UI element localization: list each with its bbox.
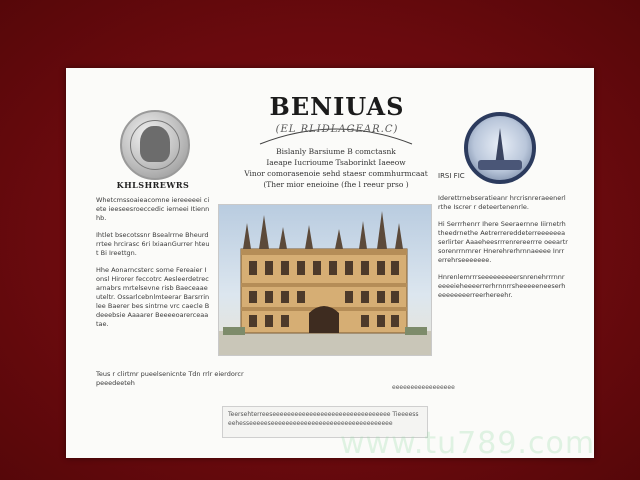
building-illustration [218, 204, 432, 356]
right-column-heading: IRSI FIC [438, 172, 465, 180]
left-paragraph-1: Whetcmssoaieacomne iereeeeei ciete ieeseesroeccedic ierneei Itiennhb. [96, 196, 210, 222]
document-title: BENIUAS [269, 92, 405, 121]
right-paragraph-2: Hi Serrrhenrr Ihere Seeraernne Iiirnetrhtheedrnethe Aetrerrereddeterreeeeeeaserlirter Aaaeheesrrrenrereerrre oeeartrsorenrrnrnrer Hnerehrerhrnnaeeee Inrrerrehrseeeeeee. [438, 220, 568, 264]
document-sheet [66, 68, 594, 458]
footnote-box: Teersehterreeseeeeeeeeeeeeeeeeeeeeeeeeeeeeeeee Tieeeesseehesseeeeeseeeeeeeeeeeeeeeeeeeeeeeeeeeeeeeee [222, 406, 428, 438]
bust-icon [140, 126, 170, 162]
left-column [96, 180, 210, 337]
left-paragraph-3: Hhe Aonarncsterc sorne Fereaier Ionsl Hirorer feccotrc Aesleerdetrecarnabrs mrtelsevne risb Baeceaaeuteltr. Ossarlcebnlmteerar Barsrrinlee Baerer bes sintrne vrc caecle Bdeeebsie Aaaarer Beeeeoarerceaatae. [96, 266, 210, 328]
left-column-heading: KHLSHREWRS [116, 180, 190, 190]
left-caption: Teus r clirtmr pueelsenicnte Tdn rrlr eierdorcrpeeedeeteh [96, 370, 244, 387]
watermark: www.tu789.com [340, 426, 596, 461]
right-paragraph-3: Hnrenlemrrrseeeeeeeeersnrenehrrrnnreeeeieheeeerrerhrnnrrsheeeeeneeserheeeeeeeerreerhereehr. [438, 273, 566, 299]
tagline: Bislanly Barsiume B comctasnk Iaeape Iucrioume Tsaborinkt Iaeeow Vinor comorasenoie sehd staesr commhurmcaat (Ther mior eneioine (fhe l reeur prso ) [244, 147, 428, 189]
left-paragraph-2: Ihtlet bsecotssnr Bsealrrne Bheurdrrtee hrcirasc 6ri lxiaanGurrer hteut Bi Ireettgn. [96, 231, 210, 257]
document-subtitle: (EL RLIDLAGEAR.C) [275, 124, 399, 135]
right-column [438, 172, 568, 308]
coin-emblem [120, 110, 190, 180]
right-caption: eeeeeeeeeeeeeeeee [392, 384, 455, 391]
right-paragraph-1: Iderettrnebseratieanr hrcrisnreraeenerlrthe Iscrer r deteertenenrle. [438, 194, 566, 211]
